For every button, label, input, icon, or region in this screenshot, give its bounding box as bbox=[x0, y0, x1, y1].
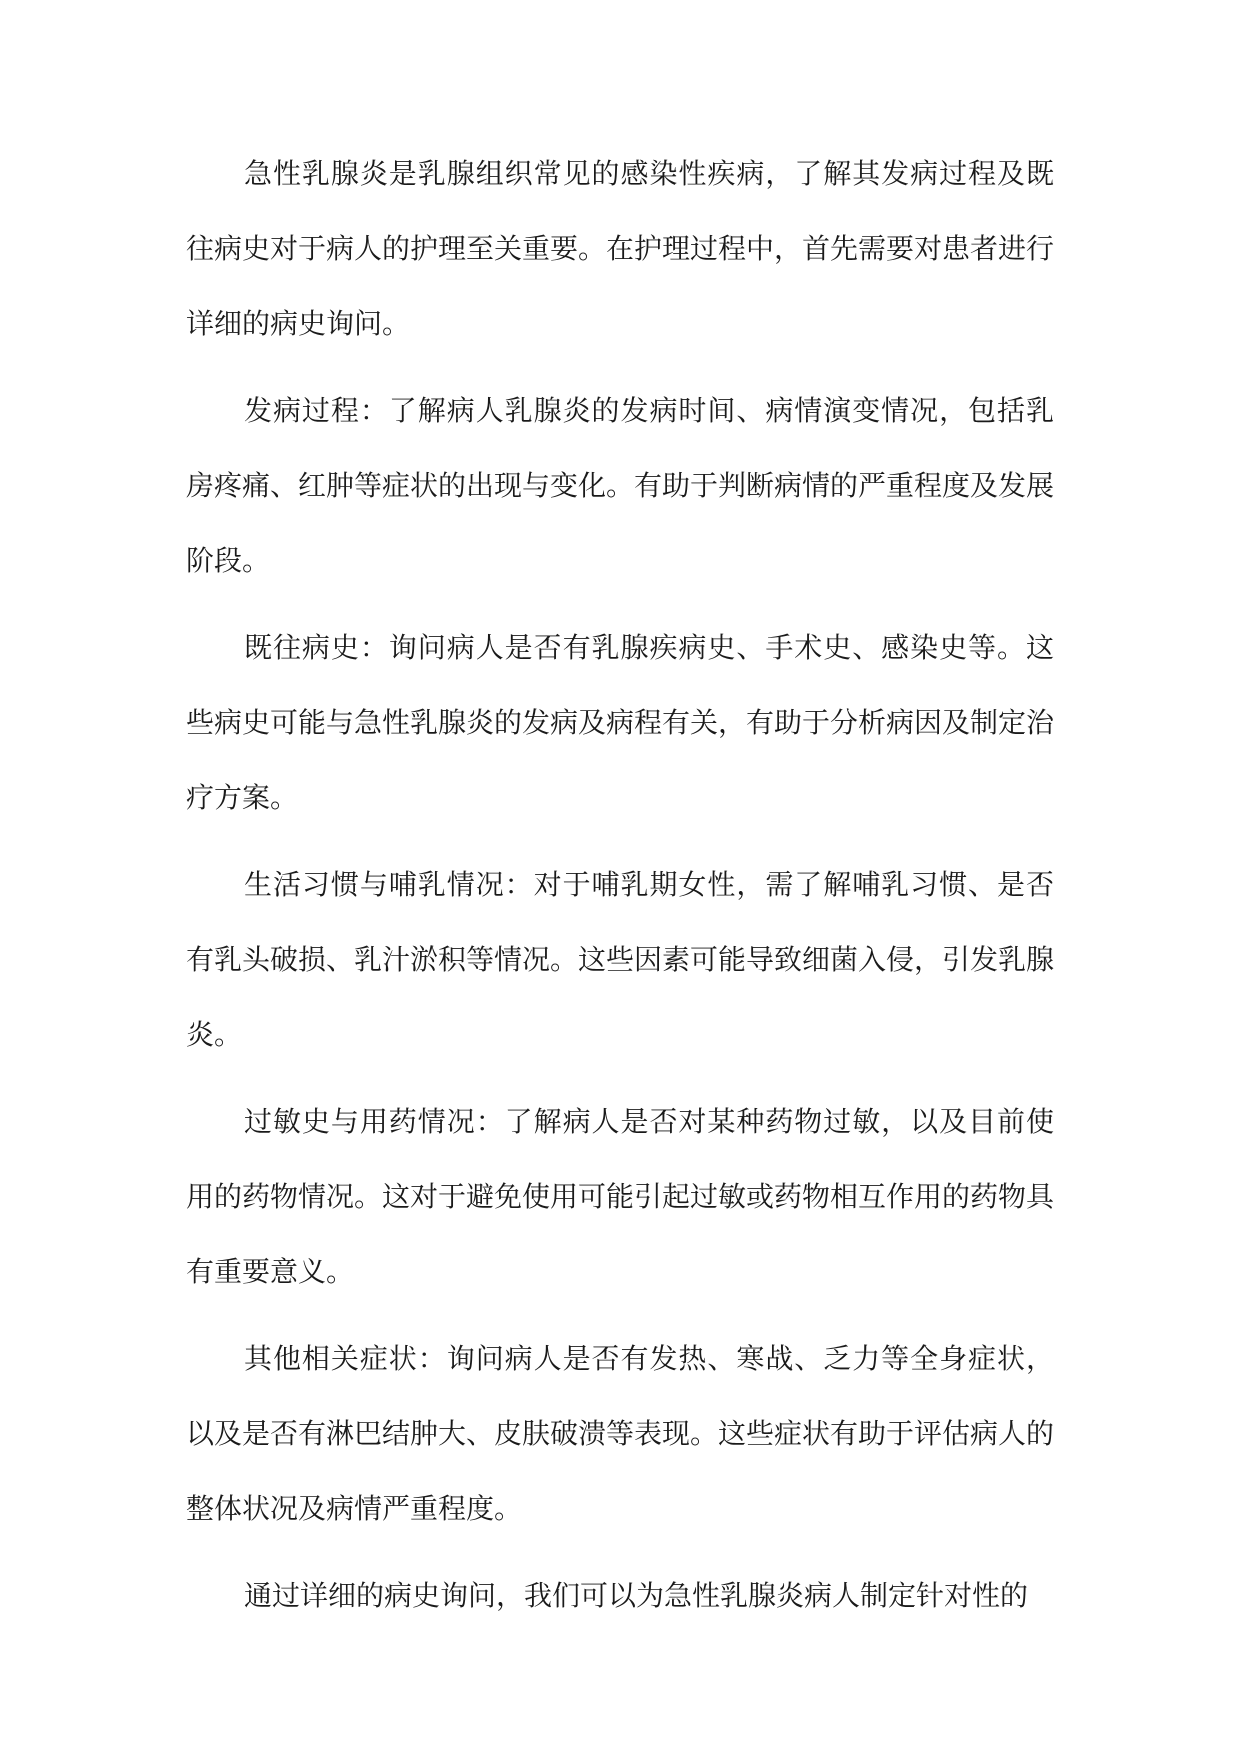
paragraph-conclusion: 通过详细的病史询问，我们可以为急性乳腺炎病人制定针对性的 bbox=[244, 1579, 1029, 1612]
paragraph-other-symptoms: 其他相关症状：询问病人是否有发热、寒战、乏力等全身症状，以及是否有淋巴结肿大、皮肤破溃等表现。这些症状有助于评估病人的整体状况及病情严重程度。 bbox=[186, 1342, 1055, 1525]
paragraph-allergy-medication: 过敏史与用药情况：了解病人是否对某种药物过敏，以及目前使用的药物情况。这对于避免使用可能引起过敏或药物相互作用的药物具有重要意义。 bbox=[186, 1105, 1055, 1288]
document-body bbox=[186, 136, 1054, 1645]
paragraph-intro: 急性乳腺炎是乳腺组织常见的感染性疾病，了解其发病过程及既往病史对于病人的护理至关重要。在护理过程中，首先需要对患者进行详细的病史询问。 bbox=[186, 157, 1055, 340]
paragraph-onset-process: 发病过程：了解病人乳腺炎的发病时间、病情演变情况，包括乳房疼痛、红肿等症状的出现与变化。有助于判断病情的严重程度及发展阶段。 bbox=[186, 394, 1055, 577]
paragraph-lifestyle-breastfeeding: 生活习惯与哺乳情况：对于哺乳期女性，需了解哺乳习惯、是否有乳头破损、乳汁淤积等情况。这些因素可能导致细菌入侵，引发乳腺炎。 bbox=[186, 868, 1055, 1051]
paragraph-past-history: 既往病史：询问病人是否有乳腺疾病史、手术史、感染史等。这些病史可能与急性乳腺炎的发病及病程有关，有助于分析病因及制定治疗方案。 bbox=[186, 631, 1055, 814]
